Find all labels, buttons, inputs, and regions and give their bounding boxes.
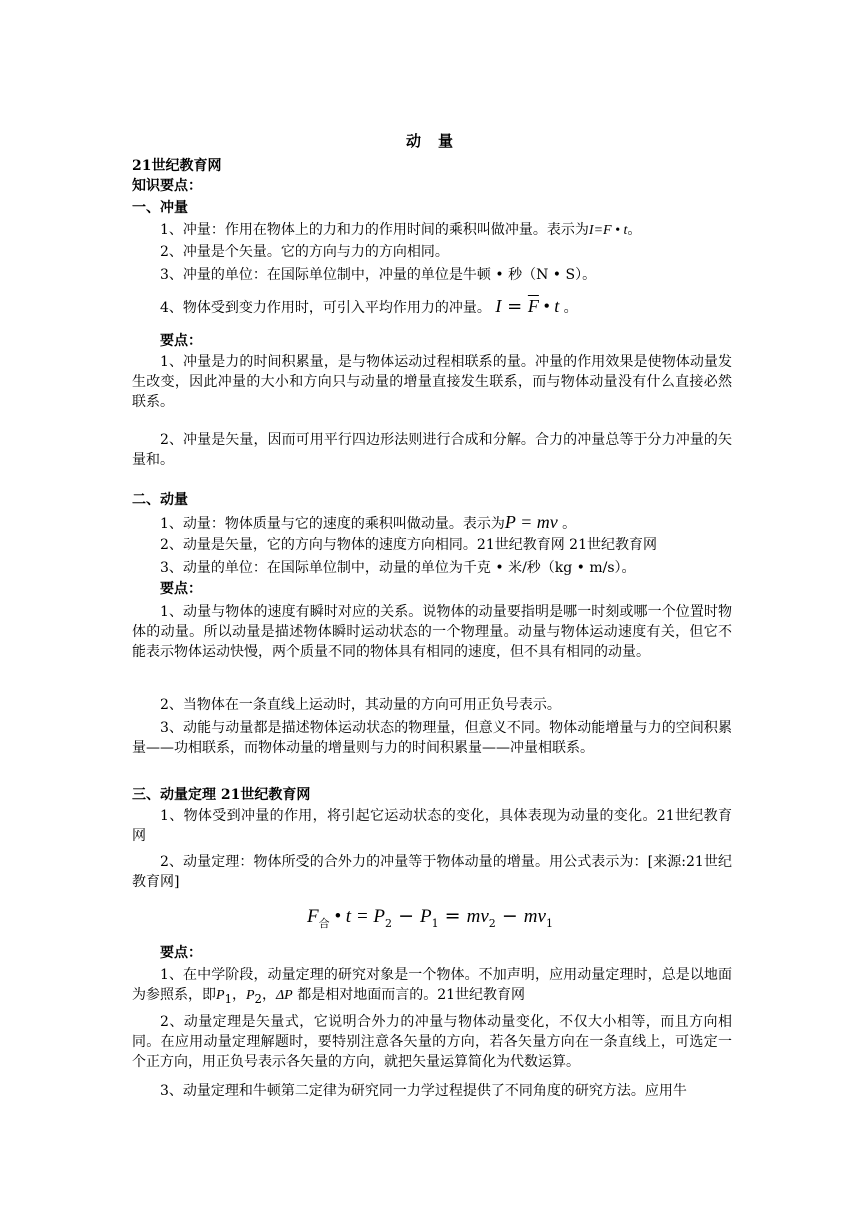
- s2-line-3: 3、动量的单位：在国际单位制中，动量的单位为千克 • 米/秒（kg • m/s）。: [160, 560, 636, 576]
- s2-line-2: 2、动量是矢量，它的方向与物体的速度方向相同。21世纪教育网 21世纪教育网: [160, 537, 657, 553]
- momentum-theorem-formula: $F_合$ • $t = P_2 - P_1 = mv_2 - mv_1$: [307, 905, 553, 930]
- s1-line-2: 2、冲量是个矢量。它的方向与力的方向相同。: [160, 244, 449, 260]
- s2-yaodian: 要点：: [160, 581, 202, 597]
- s2-point-1: 1、动量与物体的速度有瞬时对应的关系。说物体的动量要指明是哪一时刻或哪一个位置时物体的动量。所以动量是描述物体瞬时运动状态的一个物理量。动量与物体运动速度有关，但它不能表示物体运动快慢，两个质量不同的物体具有相同的速度，但不具有相同的动量。: [132, 604, 732, 660]
- s3-point-2: 2、动量定理是矢量式，它说明合外力的冲量与物体动量变化，不仅大小相等，而且方向相同。在应用动量定理解题时，要特别注意各矢量的方向，若各矢量方向在一条直线上，可选定一个正方向，用正负号表示各矢量的方向，就把矢量运算简化为代数运算。: [132, 1014, 732, 1070]
- s3-point-3: 3、动量定理和牛顿第二定律为研究同一力学过程提供了不同角度的研究方法。应用牛: [160, 1083, 687, 1099]
- s1-point-2: 2、冲量是矢量，因而可用平行四边形法则进行合成和分解。合力的冲量总等于分力冲量的矢量和。: [132, 432, 732, 468]
- section-2-heading: 二、动量: [132, 492, 188, 508]
- s3-point-1: 1、在中学阶段，动量定理的研究对象是一个物体。不加声明，应用动量定理时，总是以地面为参照系，即$P_1$，$P_2$，ΔP 都是相对地面而言的。21世纪教育网: [132, 967, 732, 1006]
- s1-line-4: 4、物体受到变力作用时，可引入平均作用力的冲量。 $I = \overline{F}$ • t 。: [160, 296, 578, 317]
- s1-line-3: 3、冲量的单位：在国际单位制中，冲量的单位是牛顿 • 秒（N • S）。: [160, 267, 597, 283]
- s3-yaodian: 要点：: [160, 945, 202, 961]
- s2-point-3: 3、动能与动量都是描述物体运动状态的物理量，但意义不同。物体动能增量与力的空间积累量——功相联系，而物体动量的增量则与力的时间积累量——冲量相联系。: [132, 720, 732, 756]
- section-3-heading: 三、动量定理 21世纪教育网: [132, 787, 311, 803]
- s1-yaodian: 要点：: [160, 333, 202, 349]
- s1-point-1: 1、冲量是力的时间积累量，是与物体运动过程相联系的量。冲量的作用效果是使物体动量发生改变，因此冲量的大小和方向只与动量的增量直接发生联系，而与物体动量没有什么直接必然联系。: [132, 354, 732, 410]
- section-1-heading: 一、冲量: [132, 200, 188, 216]
- site-label: 21世纪教育网: [132, 158, 222, 174]
- s2-line-1: 1、动量：物体质量与它的速度的乘积叫做动量。表示为P = mv 。: [160, 512, 577, 532]
- s3-line-2: 2、动量定理：物体所受的合外力的冲量等于物体动量的增量。用公式表示为：[来源:21世纪教育网]: [132, 854, 732, 890]
- s3-line-1: 1、物体受到冲量的作用，将引起它运动状态的变化，具体表现为动量的变化。21世纪教育网: [132, 808, 732, 844]
- s1-line-1: 1、冲量：作用在物体上的力和力的作用时间的乘积叫做冲量。表示为I=F • t。: [160, 222, 642, 238]
- page-title: 动 量: [405, 132, 454, 150]
- s2-point-2: 2、当物体在一条直线上运动时，其动量的方向可用正负号表示。: [160, 697, 561, 713]
- key-points-heading: 知识要点：: [132, 178, 202, 194]
